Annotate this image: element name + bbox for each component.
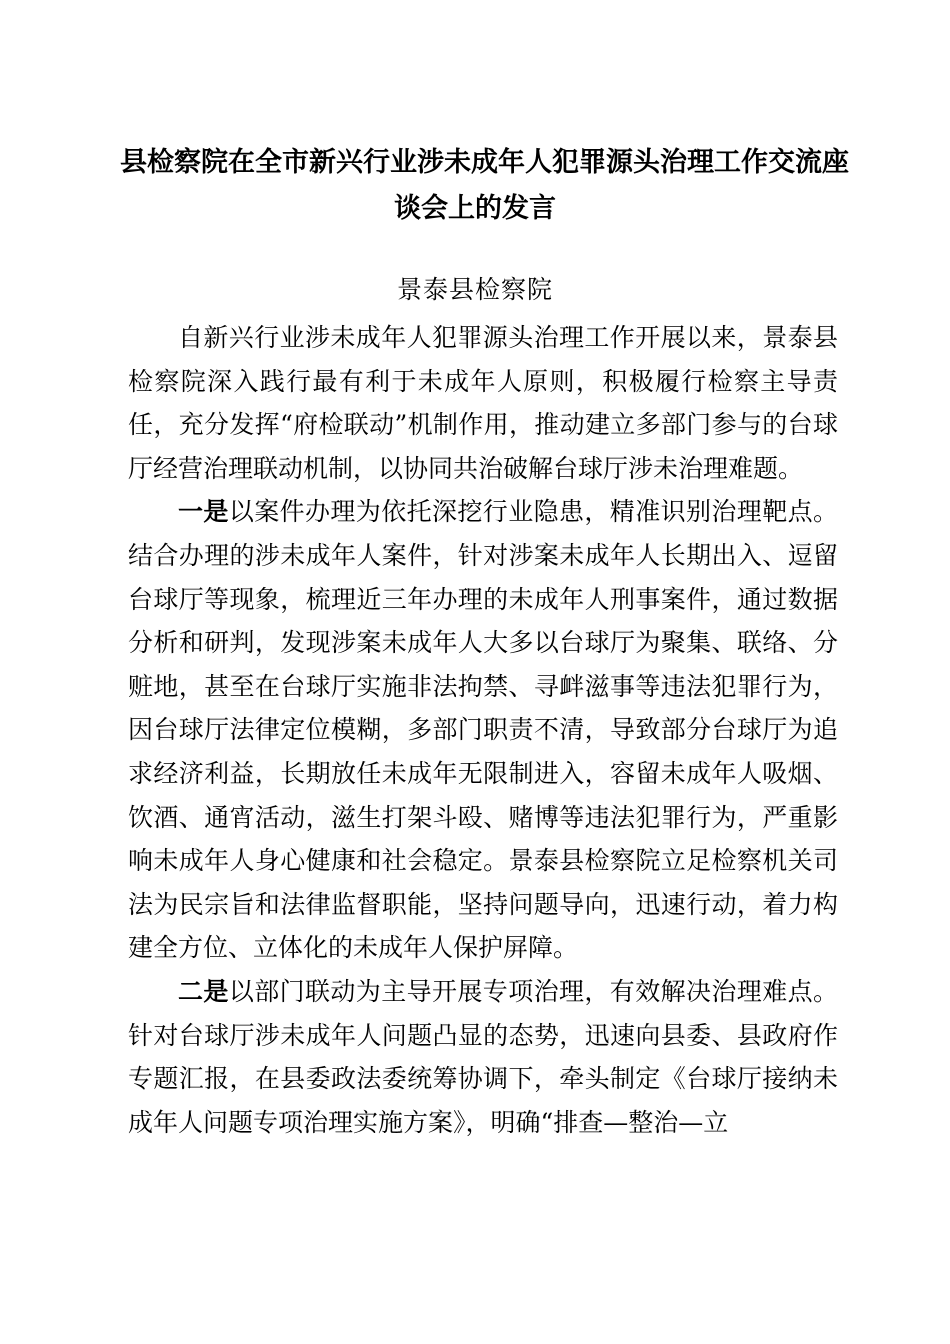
paragraph-text: 自新兴行业涉未成年人犯罪源头治理工作开展以来，景泰县检察院深入践行最有利于未成年人原则，积极履行检察主导责任，充分发挥“府检联动”机制作用，推动建立多部门参与的台球厅经营治理联动机制，以协同共治破解台球厅涉未治理难题。 (128, 323, 838, 483)
paragraph-lead: 一是 (178, 497, 229, 527)
title-line-1: 县检察院在全市新兴行业涉未成年人犯罪源头治理工作交流座 (120, 147, 849, 178)
title-line-2: 谈会上的发言 (394, 193, 556, 224)
paragraph-text: 以部门联动为主导开展专项治理，有效解决治理难点。针对台球厅涉未成年人问题凸显的态势，迅速向县委、县政府作专题汇报，在县委政法委统筹协调下，牵头制定《台球厅接纳未成年人问题专项治理实施方案》，明确“排查—整治—立 (128, 976, 838, 1137)
document-body (128, 316, 838, 1144)
author-line: 景泰县检察院 (396, 275, 553, 304)
paragraph-point-one (128, 490, 838, 970)
paragraph-point-two (128, 970, 838, 1144)
paragraph-text: 以案件办理为依托深挖行业隐患，精准识别治理靶点。结合办理的涉未成年人案件，针对涉案未成年人长期出入、逗留台球厅等现象，梳理近三年办理的未成年人刑事案件，通过数据分析和研判，发现涉案未成年人大多以台球厅为聚集、联络、分赃地，甚至在台球厅实施非法拘禁、寻衅滋事等违法犯罪行为，因台球厅法律定位模糊，多部门职责不清，导致部分台球厅为追求经济利益，长期放任未成年无限制进入，容留未成年人吸烟、饮酒、通宵活动，滋生打架斗殴、赌博等违法犯罪行为，严重影响未成年人身心健康和社会稳定。景泰县检察院立足检察机关司法为民宗旨和法律监督职能，坚持问题导向，迅速行动，着力构建全方位、立体化的未成年人保护屏障。 (128, 497, 838, 963)
paragraph-lead: 二是 (178, 976, 229, 1006)
paragraph-intro (128, 316, 838, 490)
document-title (120, 140, 849, 232)
